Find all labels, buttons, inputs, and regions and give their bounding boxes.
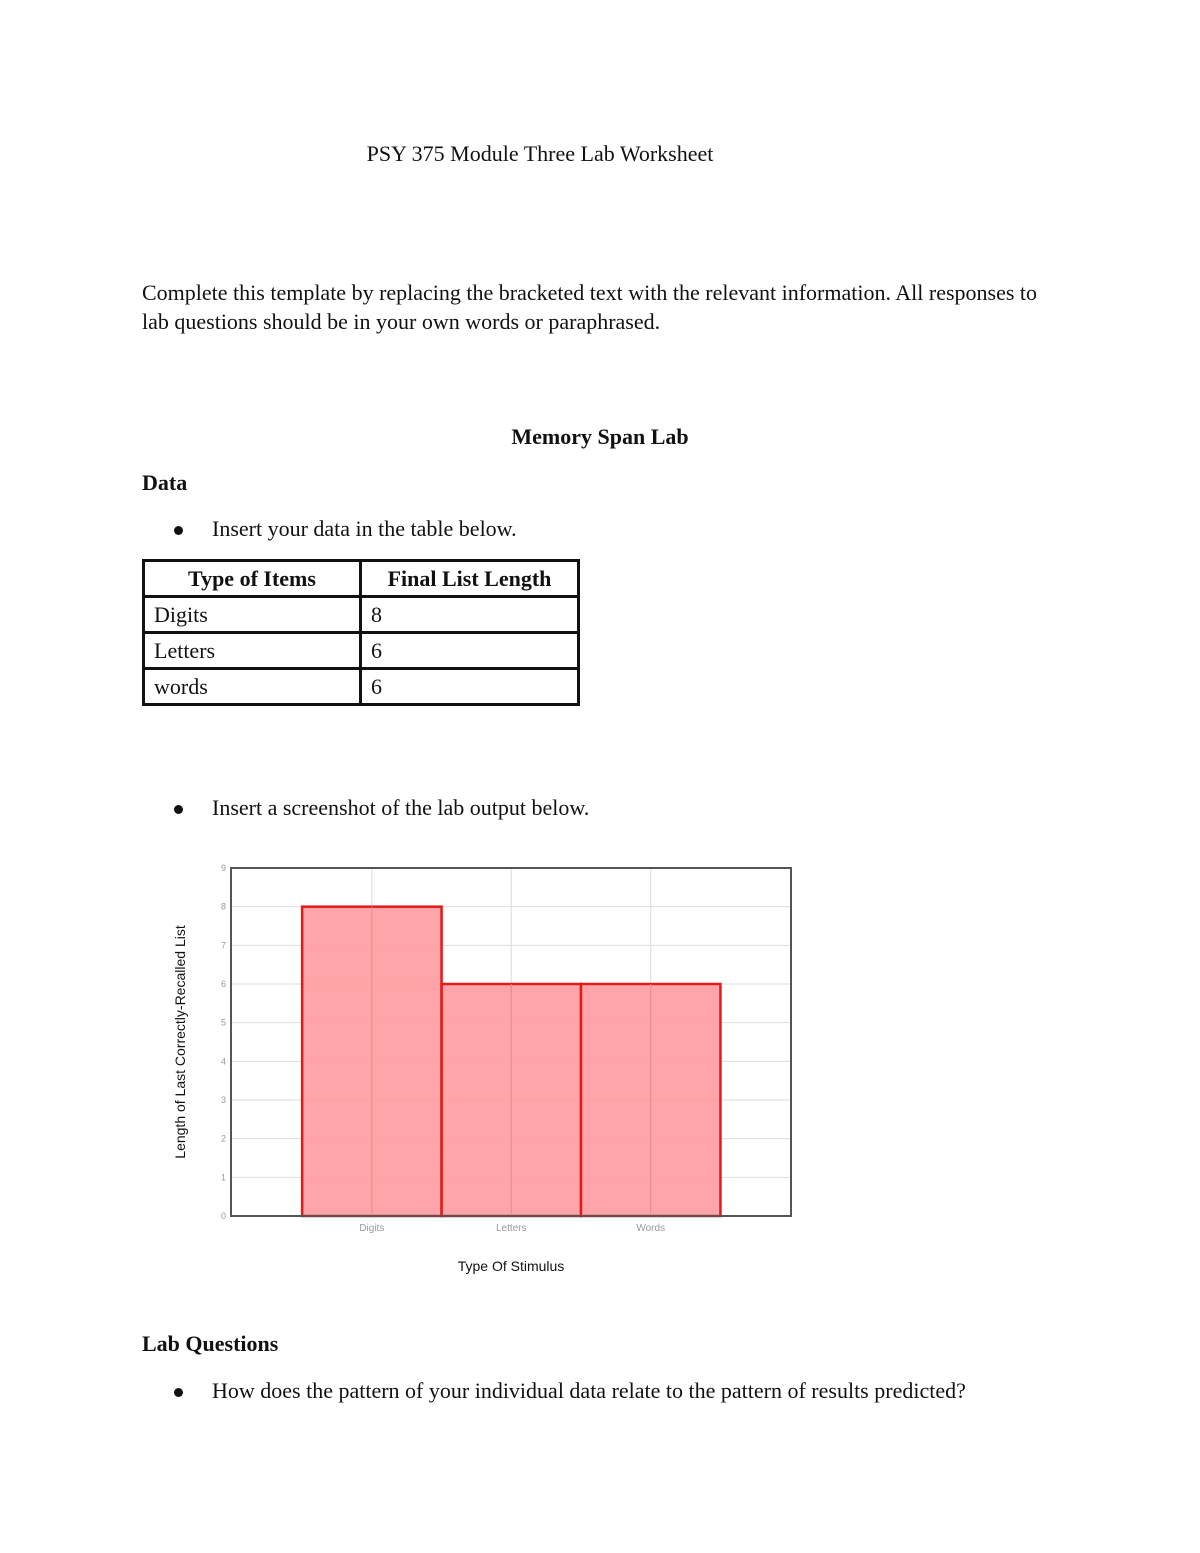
intro-paragraph: Complete this template by replacing the bracketed text with the relevant information. All responses to lab questions should be in your own words or paraphrased. bbox=[142, 280, 1038, 334]
table-cell: words bbox=[144, 669, 361, 705]
y-tick-label: 7 bbox=[220, 940, 226, 951]
bullet-text: Insert your data in the table below. bbox=[212, 516, 517, 541]
y-tick-label: 5 bbox=[220, 1017, 226, 1028]
y-tick-label: 9 bbox=[220, 863, 226, 873]
bar-chart bbox=[165, 855, 805, 1285]
bullet-dot-icon bbox=[174, 805, 183, 814]
y-tick-label: 8 bbox=[220, 901, 226, 912]
x-tick-labels bbox=[359, 1223, 665, 1234]
bullet-dot-icon bbox=[174, 1388, 183, 1397]
table-cell: Digits bbox=[144, 597, 361, 633]
document-title: PSY 375 Module Three Lab Worksheet bbox=[366, 141, 714, 166]
table-header-cell: Type of Items bbox=[144, 561, 361, 597]
data-table bbox=[142, 559, 580, 706]
bullet-text: Insert a screenshot of the lab output below. bbox=[212, 795, 590, 820]
table-cell: 8 bbox=[361, 597, 579, 633]
lab-questions-heading: Lab Questions bbox=[142, 1331, 279, 1356]
y-tick-label: 1 bbox=[220, 1172, 226, 1183]
table-cell: 6 bbox=[361, 633, 579, 669]
x-tick-label: Letters bbox=[495, 1223, 527, 1234]
x-tick-label: Words bbox=[636, 1223, 666, 1234]
table-row bbox=[144, 597, 579, 633]
y-tick-label: 6 bbox=[220, 979, 226, 989]
y-tick-label: 3 bbox=[220, 1095, 226, 1105]
y-axis-label: Length of Last Correctly-Recalled List bbox=[172, 925, 188, 1159]
y-tick-label: 2 bbox=[220, 1133, 226, 1144]
y-tick-label: 0 bbox=[220, 1211, 226, 1221]
table-cell: 6 bbox=[361, 669, 579, 705]
table-row bbox=[144, 633, 579, 669]
bullet-dot-icon bbox=[174, 526, 183, 535]
lab-title: Memory Span Lab bbox=[511, 424, 689, 449]
table-cell: Letters bbox=[144, 633, 361, 669]
y-tick-label: 4 bbox=[220, 1056, 226, 1067]
x-axis-label: Type Of Stimulus bbox=[457, 1258, 565, 1274]
x-tick-label: Digits bbox=[359, 1223, 385, 1234]
bullet-text: How does the pattern of your individual data relate to the pattern of results predicted? bbox=[212, 1378, 966, 1403]
data-heading: Data bbox=[142, 470, 188, 495]
table-header-row bbox=[144, 561, 579, 597]
table-row bbox=[144, 669, 579, 705]
table-header-cell: Final List Length bbox=[361, 561, 579, 597]
y-tick-labels bbox=[221, 863, 226, 1221]
